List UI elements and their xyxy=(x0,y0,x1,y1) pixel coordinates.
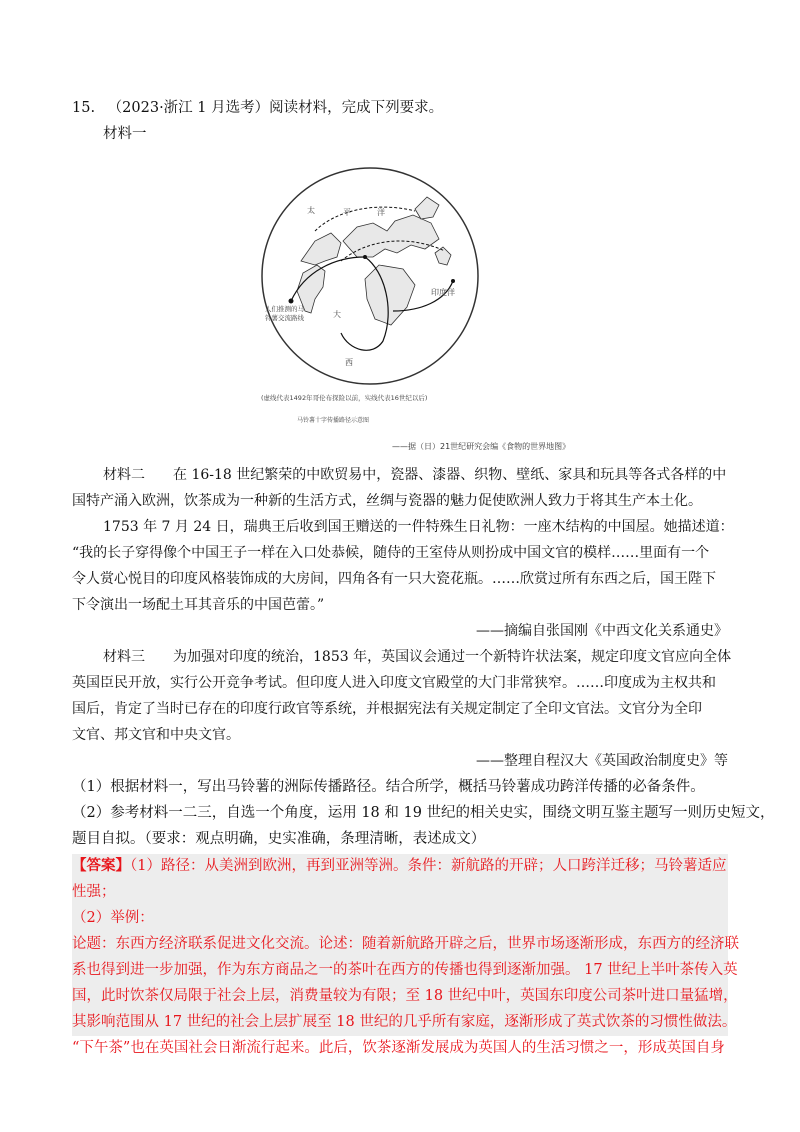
question-prompt: （2023·浙江 1 月选考）阅读材料，完成下列要求。 xyxy=(107,100,444,116)
question-number: 15. xyxy=(72,100,96,116)
material1-source: ——据（日）21世纪研究会编《食物的世界地图》 xyxy=(392,442,571,451)
requirement-2-cont: 题目自拟。（要求：观点明确，史实准确，条理清晰，表述成文） xyxy=(72,831,486,847)
answer-line: 其影响范围从 17 世纪的社会上层扩展至 18 世纪的几乎所有家庭，逐渐形成了英式饮茶的习惯性做法。 xyxy=(72,1014,737,1030)
answer-line: 性强； xyxy=(72,884,116,900)
question-header xyxy=(72,98,443,118)
map-legend: (虚线代表1492年哥伦布探险以前，实线代表16世纪以后) xyxy=(261,394,428,402)
material3-source: ——整理自程汉大《英国政治制度史》等 xyxy=(476,753,728,769)
map-label-indian: 印度洋 xyxy=(431,288,455,297)
route-end-dot xyxy=(451,279,455,283)
route-origin-dot xyxy=(289,299,294,304)
material2-line: 材料二 在 16-18 世纪繁荣的中欧贸易中，瓷器、漆器、织物、壁纸、家具和玩具等各式各样的中 xyxy=(103,467,727,483)
answer-tag: 【答案】 xyxy=(72,857,130,874)
map-label-atlantic-a: 大 xyxy=(333,310,341,319)
requirement-1: （1）根据材料一，写出马铃薯的洲际传播路径。结合所学，概括马铃薯成功跨洋传播的必备条件。 xyxy=(72,779,705,795)
material2-line: 下令演出一场配土耳其音乐的中国芭蕾。” xyxy=(72,597,325,613)
answer-text: （1）路径：从美洲到欧洲，再到亚洲等洲。条件：新航路的开辟；人口跨洋迁移；马铃薯适应 xyxy=(130,858,727,874)
material2-line: 1753 年 7 月 24 日，瑞典王后收到国王赠送的一件特殊生日礼物：一座木结构的中国屋。她描述道： xyxy=(103,519,734,535)
potato-route-map xyxy=(245,161,495,431)
material3-line: 国后，肯定了当时已存在的印度行政官等系统，并根据宪法有关规定制定了全印文官法。文官分为全印 xyxy=(72,701,702,717)
answer-line: “下午茶”也在英国社会日渐流行起来。此后，饮茶逐渐发展成为英国人的生活习惯之一，形成英国自身 xyxy=(72,1040,725,1056)
material3-line: 英国臣民开放，实行公开竞争考试。但印度人进入印度文官殿堂的大门非常狭窄。……印度成为主权共和 xyxy=(72,675,716,691)
map-label-pacific-b: 平 xyxy=(343,208,351,217)
map-label-pacific-c: 洋 xyxy=(377,208,385,217)
answer-line-1 xyxy=(72,856,726,876)
answer-line: 国，此时饮茶仅局限于社会上层，消费量较为有限；至 18 世纪中叶，英国东印度公司茶叶进口量猛增， xyxy=(72,988,738,1004)
material3-line: 文官、邦文官和中央文官。 xyxy=(72,727,240,743)
material2-line: 令人赏心悦目的印度风格装饰成的大房间，四角各有一只大瓷花瓶。……欣赏过所有东西之后，国王陛下 xyxy=(72,571,716,587)
globe-map-svg xyxy=(245,161,495,431)
map-label-pacific-a: 太 xyxy=(307,206,315,215)
answer-line: 系也得到进一步加强，作为东方商品之一的茶叶在西方的传播也得到逐渐加强。 17 世纪上半叶茶传入英 xyxy=(72,962,738,978)
material2-line: “我的长子穿得像个中国王子一样在入口处恭候，随侍的王室侍从则扮成中国文官的模样……里面有一个 xyxy=(72,545,710,561)
material2-source: ——摘编自张国刚《中西文化关系通史》 xyxy=(476,623,728,639)
map-label-route-note: 人们推测的马铃薯交流路线 xyxy=(265,305,304,322)
material3-line: 材料三 为加强对印度的统治，1853 年，英国议会通过一个新特许状法案，规定印度文官应向全体 xyxy=(103,649,732,665)
answer-line: 论题：东西方经济联系促进文化交流。论述：随着新航路开辟之后，世界市场逐渐形成，东西方的经济联 xyxy=(72,936,739,952)
material1-label: 材料一 xyxy=(103,126,147,142)
map-figure-title: 马铃薯十字传播路径示意图 xyxy=(297,417,370,424)
material2-line: 国特产涌入欧洲，饮茶成为一种新的生活方式，丝绸与瓷器的魅力促使欧洲人致力于将其生产本土化。 xyxy=(72,493,702,509)
map-label-atlantic-b: 西 xyxy=(345,358,353,367)
route-node-dot xyxy=(363,255,367,259)
requirement-2: （2）参考材料一二三，自选一个角度，运用 18 和 19 世纪的相关史实，围绕文明互鉴主题写一则历史短文， xyxy=(72,805,775,821)
answer-line: （2）举例： xyxy=(72,910,154,926)
